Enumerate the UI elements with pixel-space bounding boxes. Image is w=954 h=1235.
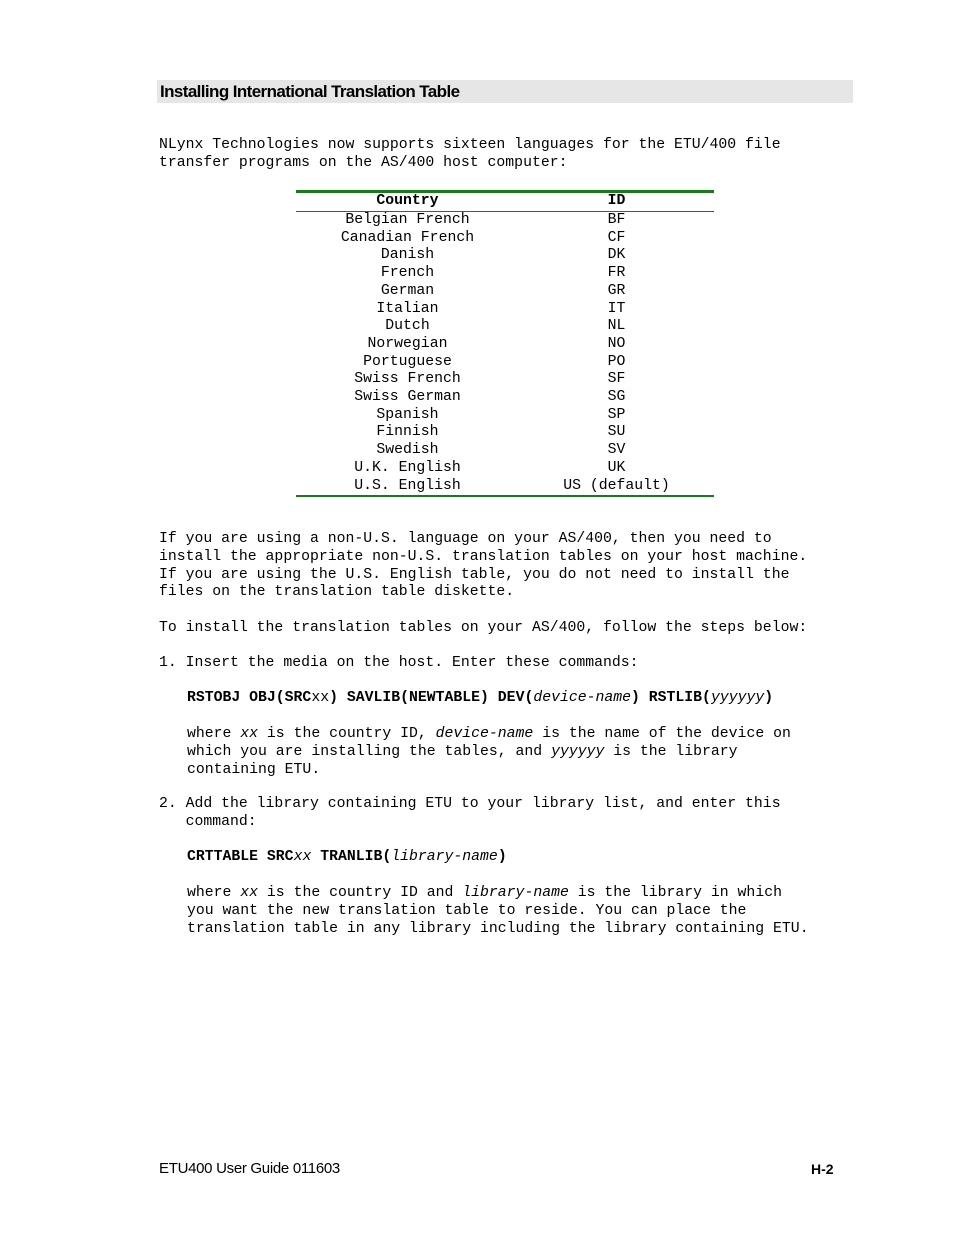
- country-cell: Norwegian: [367, 335, 448, 352]
- country-column-header: Country: [376, 193, 439, 210]
- table-row: [296, 407, 714, 425]
- country-cell: Swiss German: [354, 389, 461, 406]
- table-row: [296, 371, 714, 389]
- country-cell: Danish: [380, 247, 435, 264]
- table-row: [296, 389, 714, 407]
- step-1: 1. Insert the media on the host. Enter these commands:: [159, 655, 639, 671]
- page-number: H-2: [811, 1161, 834, 1177]
- table-row: [296, 265, 714, 283]
- id-cell: CF: [607, 229, 626, 246]
- paragraph-line: files on the translation table diskette.: [159, 584, 515, 601]
- paragraph-line: If you are using the U.S. English table, you do not need to install the: [159, 566, 790, 583]
- id-cell: NL: [607, 318, 626, 335]
- country-cell: French: [380, 265, 435, 282]
- id-cell: DK: [607, 247, 626, 264]
- id-cell: NO: [607, 335, 626, 352]
- step-2-explanation: where xx is the country ID and library-name is the library in which you want the new translation table to reside. You can place the translation table in any library including the library containing ETU.: [187, 885, 809, 937]
- crttable-command: CRTTABLE SRCxx TRANLIB(library-name): [187, 849, 507, 865]
- table-row: [296, 336, 714, 354]
- intro-line: transfer programs on the AS/400 host computer:: [159, 154, 568, 171]
- id-cell: FR: [607, 265, 626, 282]
- paragraph-line: install the appropriate non-U.S. translation tables on your host machine.: [159, 548, 808, 565]
- table-row: [296, 301, 714, 319]
- table-header-row: [296, 192, 714, 212]
- table-row: [296, 442, 714, 460]
- country-cell: U.K. English: [354, 459, 461, 476]
- country-cell: Dutch: [385, 318, 430, 335]
- country-cell: Italian: [376, 300, 439, 317]
- country-cell: Swiss French: [354, 371, 461, 388]
- restore-command: RSTOBJ OBJ(SRCxx) SAVLIB(NEWTABLE) DEV(device-name) RSTLIB(yyyyyy): [187, 690, 774, 706]
- country-cell: Spanish: [376, 406, 439, 423]
- intro-line: NLynx Technologies now supports sixteen languages for the ETU/400 file: [159, 137, 781, 153]
- id-cell: SP: [607, 406, 626, 423]
- section-heading-bar: [157, 80, 853, 103]
- country-cell: Finnish: [376, 424, 439, 441]
- id-cell: PO: [607, 353, 626, 370]
- table-row: [296, 212, 714, 230]
- language-table: [296, 190, 714, 497]
- country-cell: Belgian French: [345, 212, 470, 228]
- id-cell: SV: [607, 442, 626, 459]
- table-row: [296, 478, 714, 497]
- country-cell: Canadian French: [340, 229, 475, 246]
- id-cell: IT: [607, 300, 626, 317]
- table-row: [296, 247, 714, 265]
- id-cell: BF: [607, 212, 626, 228]
- table-row: [296, 230, 714, 248]
- step-1-explanation: where xx is the country ID, device-name is the name of the device on which you are installing the tables, and yyyyyy is the library containing ETU.: [187, 726, 791, 778]
- paragraph-line: If you are using a non-U.S. language on your AS/400, then you need to: [159, 531, 772, 547]
- id-cell: SF: [607, 371, 626, 388]
- table-row: [296, 318, 714, 336]
- country-cell: Swedish: [376, 442, 439, 459]
- id-cell: GR: [607, 282, 626, 299]
- country-cell: Portuguese: [363, 353, 452, 370]
- intro-paragraph: [159, 137, 781, 173]
- table-row: [296, 424, 714, 442]
- id-cell: UK: [607, 459, 626, 476]
- id-cell: SU: [607, 424, 626, 441]
- step-2: 2. Add the library containing ETU to your library list, and enter this command:: [159, 796, 781, 830]
- table-row: [296, 460, 714, 478]
- country-cell: German: [380, 282, 435, 299]
- country-cell: U.S. English: [354, 477, 461, 494]
- id-column-header: ID: [607, 193, 626, 210]
- section-heading: Installing International Translation Table: [160, 82, 460, 101]
- non-us-paragraph: [159, 531, 807, 602]
- id-cell: SG: [607, 389, 626, 406]
- table-row: [296, 283, 714, 301]
- id-cell: US (default): [563, 477, 670, 494]
- install-intro: To install the translation tables on your AS/400, follow the steps below:: [159, 620, 808, 636]
- footer-title: ETU400 User Guide 011603: [159, 1160, 340, 1177]
- table-row: [296, 354, 714, 372]
